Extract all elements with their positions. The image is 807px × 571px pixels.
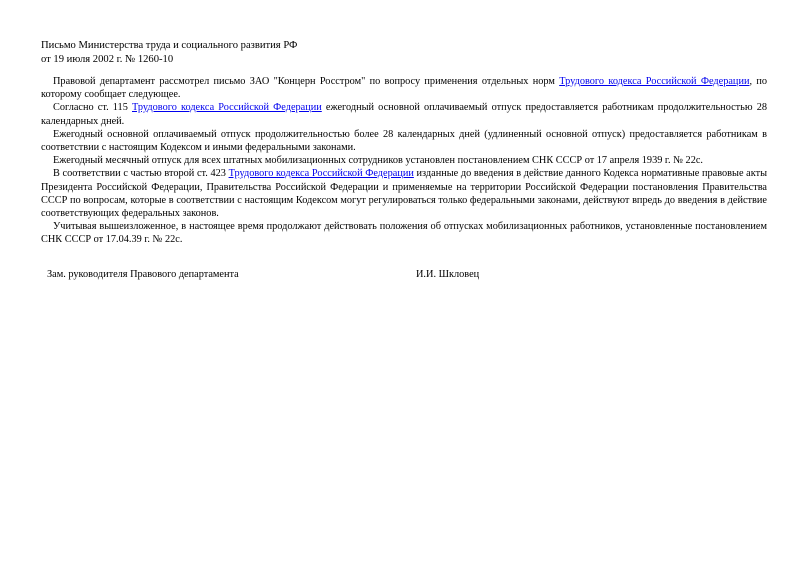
paragraph-text: Согласно ст. 115 — [53, 102, 132, 114]
signatory-name: И.И. Шкловец — [416, 269, 480, 280]
letter-header — [41, 39, 767, 66]
paragraph-monthly-leave: Ежегодный месячный отпуск для всех штатных мобилизационных сотрудников установлен постановлением СНК СССР от 17 апреля 1939 г. № 22с. — [53, 155, 703, 167]
labor-code-link[interactable]: Трудового кодекса Российской Федерации — [559, 76, 750, 87]
signatory-position: Зам. руководителя Правового департамента — [47, 269, 239, 280]
paragraph-text: Правовой департамент рассмотрел письмо ЗАО "Концерн Росстром" по вопросу применения отдельных норм — [53, 76, 560, 87]
letter-body — [41, 39, 768, 280]
paragraph-article-423 — [41, 167, 767, 220]
paragraph-conclusion: Учитывая вышеизложенное, в настоящее время продолжают действовать положения об отпусках мобилизационных работников, установленные постановлением СНК СССР от 17.04.39 г. № 22с. — [41, 221, 767, 246]
paragraph-text: ежегодный основной оплачиваемый отпуск предоставляется работникам продолжительностью 28 календарных дней. — [41, 102, 767, 127]
paragraph-text: изданные до введения в действие данного Кодекса нормативные правовые акты Президента Российской Федерации, Правительства Российской Федерации и применяемые на территории Российской Федерации постановления Правительства СССР по вопросам, которые в соответствии с настоящим Кодексом могут регулироваться только федеральными законами, действуют впредь до введения в действие соответствующих федеральных законов. — [41, 168, 768, 220]
paragraph-extended-leave: Ежегодный основной оплачиваемый отпуск продолжительностью более 28 календарных дней (удлиненный основной отпуск) предоставляется работникам в соответствии с настоящим Кодексом и иными федеральными законами. — [41, 128, 767, 154]
paragraph-text: , по которому сообщает следующее. — [41, 76, 767, 101]
paragraph-article-115 — [41, 101, 767, 127]
labor-code-link[interactable]: Трудового кодекса Российской Федерации — [228, 168, 414, 180]
letter-date-number: от 19 июля 2002 г. № 1260-10 — [41, 53, 174, 65]
paragraph-intro — [41, 75, 767, 101]
labor-code-link[interactable]: Трудового кодекса Российской Федерации — [132, 102, 322, 114]
signature-block — [47, 268, 747, 282]
letter-title: Письмо Министерства труда и социального развития РФ — [41, 40, 298, 51]
paragraph-text: В соответствии с частью второй ст. 423 — [53, 168, 229, 180]
